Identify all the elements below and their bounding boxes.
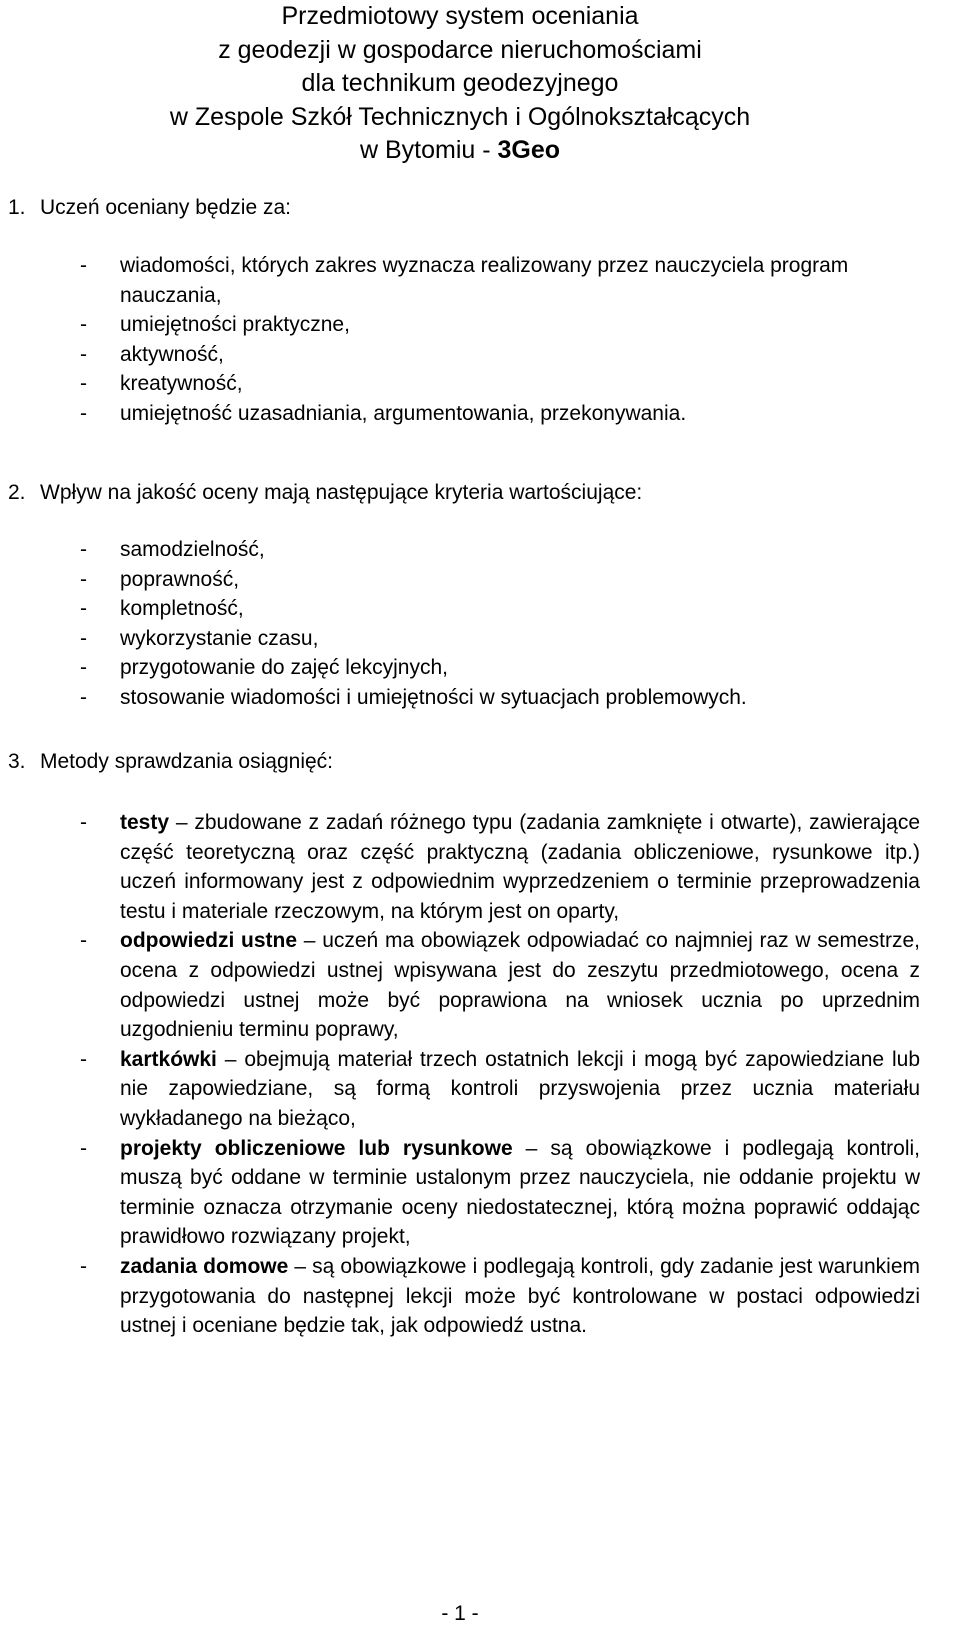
method-description: – są obowiązkowe i podlegają kontroli, muszą być oddane w terminie ustalonym przez nauczyciela, nie oddanie projektu w terminie oznacza otrzymanie oceny niedostatecznej, którą można poprawić oddając prawidłowo rozwiązany projekt, <box>120 1136 920 1249</box>
method-term: testy <box>120 811 170 834</box>
list-item <box>0 1252 960 1341</box>
bullet-dash: - <box>80 401 87 425</box>
bullet-dash: - <box>80 811 87 834</box>
section-3-heading <box>8 748 333 776</box>
method-description: – obejmują materiał trzech ostatnich lekcji i mogą być zapowiedziane lub nie zapowiedziane, są formą kontroli przyswojenia przez ucznia materiału wykładanego na bieżąco, <box>120 1047 920 1130</box>
list-item-text <box>120 808 920 926</box>
bullet-dash: - <box>80 342 87 366</box>
bullet-dash: - <box>80 254 87 277</box>
section-3-list <box>0 808 960 1341</box>
list-item <box>0 251 960 310</box>
page-number: - 1 - <box>441 1602 479 1625</box>
list-item <box>0 399 960 429</box>
section-2-heading <box>8 479 642 507</box>
list-item-text: kompletność, <box>120 597 244 621</box>
bullet-dash: - <box>80 567 87 591</box>
list-item <box>0 535 960 565</box>
method-term: odpowiedzi ustne <box>120 929 298 953</box>
section-1-heading <box>8 194 291 222</box>
list-item-text <box>120 1045 920 1134</box>
bullet-dash: - <box>80 1254 87 1278</box>
list-item <box>0 310 960 340</box>
list-item-text <box>120 1134 920 1252</box>
title-line-1: Przedmiotowy system oceniania <box>281 2 639 30</box>
list-item-text: wykorzystanie czasu, <box>120 626 319 650</box>
list-item <box>0 565 960 595</box>
list-item <box>0 926 960 1044</box>
bullet-dash: - <box>80 929 87 953</box>
list-item-text: umiejętność uzasadniania, argumentowania, przekonywania. <box>120 401 687 425</box>
section-2-heading-text: Wpływ na jakość oceny mają następujące kryteria wartościujące: <box>40 481 643 504</box>
title-line-5-prefix: w Bytomiu - <box>359 136 498 164</box>
list-item <box>0 653 960 683</box>
bullet-dash: - <box>80 626 87 650</box>
section-2-number: 2. <box>8 481 26 504</box>
list-item-text: umiejętności praktyczne, <box>120 313 350 337</box>
list-item-text: przygotowanie do zajęć lekcyjnych, <box>120 656 449 680</box>
list-item-text <box>120 926 920 1044</box>
title-line-4: w Zespole Szkół Technicznych i Ogólnokształcących <box>169 102 751 131</box>
method-description: – uczeń ma obowiązek odpowiadać co najmniej raz w semestrze, ocena z odpowiedzi ustnej wpisywana jest do zeszytu przedmiotowego, ocena z odpowiedzi ustnej może być poprawiona na wniosek ucznia po uprzednim uzgodnieniu terminu poprawy, <box>120 929 920 1042</box>
list-item-text: wiadomości, których zakres wyznacza realizowany przez nauczyciela program nauczania, <box>120 254 849 307</box>
section-3-heading-text: Metody sprawdzania osiągnięć: <box>40 750 333 773</box>
list-item-text <box>120 1252 920 1341</box>
section-1-heading-text: Uczeń oceniany będzie za: <box>40 196 291 219</box>
list-item-text: samodzielność, <box>120 538 265 561</box>
document-title <box>0 0 920 168</box>
bullet-dash: - <box>80 372 87 396</box>
title-line-3: dla technikum geodezyjnego <box>301 69 619 97</box>
bullet-dash: - <box>80 597 87 621</box>
bullet-dash: - <box>80 685 87 709</box>
method-term: projekty obliczeniowe lub rysunkowe <box>120 1136 513 1160</box>
bullet-dash: - <box>80 656 87 680</box>
list-item <box>0 1134 960 1252</box>
section-2-list <box>0 535 960 713</box>
title-line-5 <box>0 134 920 168</box>
method-term: kartkówki <box>120 1047 217 1071</box>
list-item <box>0 683 960 713</box>
bullet-dash: - <box>80 313 87 337</box>
list-item <box>0 624 960 654</box>
list-item-text: kreatywność, <box>120 372 243 396</box>
list-item-text: poprawność, <box>120 567 240 591</box>
section-3-number: 3. <box>8 750 26 773</box>
bullet-dash: - <box>80 1136 87 1160</box>
list-item <box>0 1045 960 1134</box>
method-description: – zbudowane z zadań różnego typu (zadania zamknięte i otwarte), zawierające część teoretyczną oraz część praktyczną (zadania obliczeniowe, rysunkowe itp.) uczeń informowany jest z odpowiednim wyprzedzeniem o terminie przeprowadzenia testu i materiale rzeczowym, na którym jest on oparty, <box>120 811 920 923</box>
list-item-text: stosowanie wiadomości i umiejętności w sytuacjach problemowych. <box>120 685 747 709</box>
bullet-dash: - <box>80 538 87 561</box>
list-item-text: aktywność, <box>120 342 224 366</box>
bullet-dash: - <box>80 1047 87 1071</box>
method-term: zadania domowe <box>120 1254 289 1278</box>
section-1-number: 1. <box>8 196 26 219</box>
title-line-2: z geodezji w gospodarce nieruchomościami <box>218 35 702 64</box>
list-item <box>0 594 960 624</box>
list-item <box>0 340 960 370</box>
title-line-5-bold: 3Geo <box>497 136 561 164</box>
method-description: – są obowiązkowe i podlegają kontroli, gdy zadanie jest warunkiem przygotowania do następnej lekcji może być kontrolowane w postaci odpowiedzi ustnej i oceniane będzie tak, jak odpowiedź ustna. <box>120 1254 921 1338</box>
list-item <box>0 808 960 926</box>
section-1-list <box>0 251 960 429</box>
list-item <box>0 369 960 399</box>
